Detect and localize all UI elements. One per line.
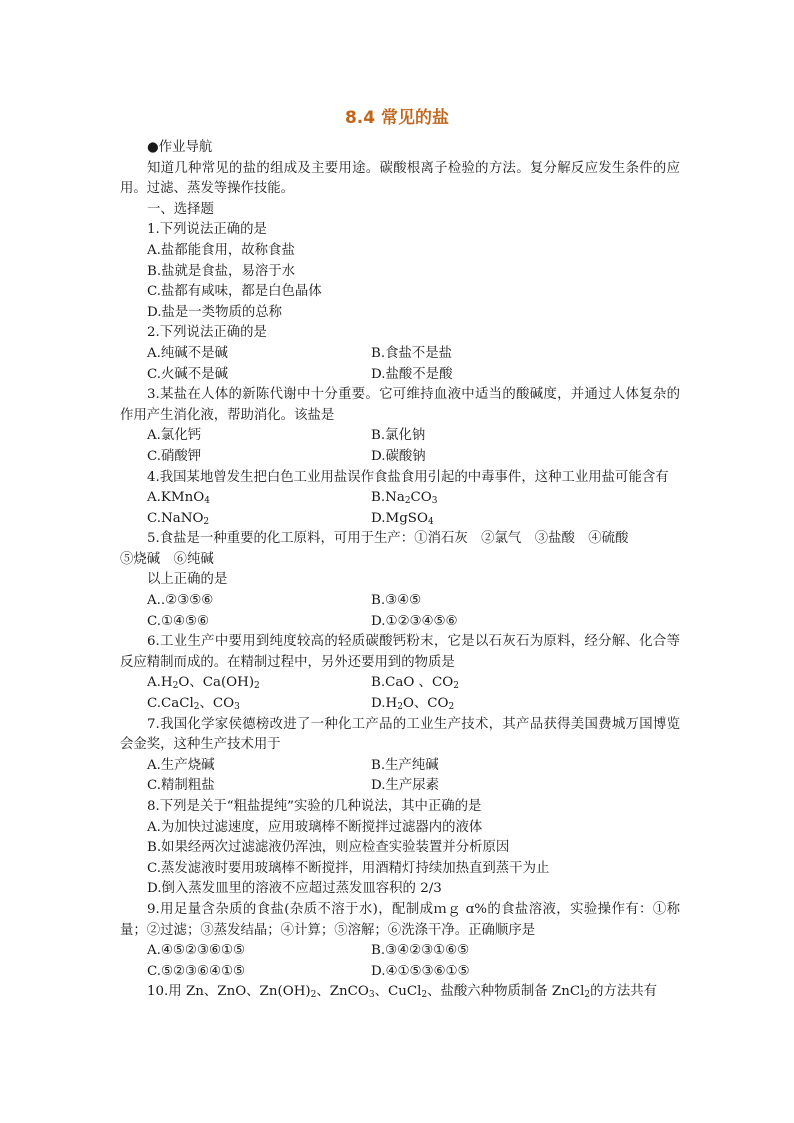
q2-option-a: A.纯碱不是碱: [147, 345, 228, 361]
intro-paragraph: 知道几种常见的盐的组成及主要用途。碳酸根离子检验的方法。复分解反应发生条件的应用。过滤、蒸发等操作技能。: [120, 160, 680, 197]
q8-option-c: C.蒸发滤液时要用玻璃棒不断搅拌，用酒精灯持续加热直到蒸干为止: [147, 860, 550, 876]
q5-options-row-2: [120, 612, 680, 633]
question-1-stem: 1.下列说法正确的是: [147, 222, 267, 238]
q9-option-c: C.⑤②③⑥④①⑤: [147, 963, 246, 979]
q4-options-row-2: [120, 509, 680, 530]
q5-option-d: D.①②③④⑤⑥: [371, 613, 458, 629]
q2-options-row-2: [120, 365, 680, 386]
question-8-stem: 8.下列是关于“粗盐提纯”实验的几种说法，其中正确的是: [147, 799, 482, 814]
q9-option-a: A.④⑤②③⑥①⑤: [147, 943, 245, 959]
q5-option-a: A..②③⑤⑥: [147, 593, 214, 609]
q8-option-d: D.倒入蒸发皿里的溶液不应超过蒸发皿容积的 2/3: [147, 881, 442, 897]
q9-option-d: D.④①⑤③⑥①⑤: [371, 963, 470, 979]
q4-option-a: A.KMnO$_4$: [147, 490, 210, 507]
q2-option-b: B.食盐不是盐: [371, 345, 453, 361]
q7-options-row-1: [120, 756, 680, 777]
q9-options-row-1: [120, 941, 680, 962]
q6-option-b: B.CaO 、$CO_2$: [371, 675, 459, 692]
q5-option-b: B.③④⑤: [371, 593, 422, 609]
q7-options-row-2: [120, 776, 680, 797]
q4-option-b: $B.Na_2CO_3$: [371, 490, 438, 507]
q3-option-c: C.硝酸钾: [147, 448, 202, 464]
question-2-stem: 2.下列说法正确的是: [147, 325, 267, 341]
q7-option-b: B.生产纯碱: [371, 757, 439, 773]
q7-option-c: C.精制粗盐: [147, 778, 215, 794]
q2-options-row-1: [120, 344, 680, 365]
q6-options-row-1: [120, 673, 680, 694]
q7-option-d: D.生产尿素: [371, 778, 440, 794]
q3-options-row-1: [120, 426, 680, 447]
q6-option-d: $D.H_2O$、$CO_2$: [371, 696, 455, 713]
q1-option-d: D.盐是一类物质的总称: [147, 304, 283, 320]
question-6-stem: 6.工业生产中要用到纯度较高的轻质碳酸钙粉末，它是以石灰石为原料，经分解、化合等反应精制而成的。在精制过程中，另外还要用到的物质是: [120, 634, 680, 670]
q3-option-d: D.碳酸钠: [371, 448, 426, 464]
q9-option-b: B.③④②③①⑥⑤: [371, 943, 470, 959]
q3-option-b: B.氯化钠: [371, 428, 426, 444]
question-4-stem: 4.我国某地曾发生把白色工业用盐误作食盐食用引起的中毒事件，这种工业用盐可能含有: [147, 469, 669, 485]
q3-options-row-2: [120, 447, 680, 468]
q4-option-c: C.NaNO$_2$: [147, 510, 210, 527]
q8-option-a: A.为加快过滤速度，应用玻璃棒不断搅拌过滤器内的液体: [147, 819, 483, 835]
q8-option-b: B.如果经两次过滤滤液仍浑浊，则应检查实验装置并分析原因: [147, 840, 510, 856]
question-5-stem: 5.食盐是一种重要的化工原料，可用于生产：①消石灰 ②氯气 ③盐酸 ④硫酸: [147, 531, 629, 547]
q7-option-a: A.生产烧碱: [147, 757, 215, 773]
q1-option-a: A.盐都能食用，故称食盐: [147, 242, 295, 258]
q1-option-b: B.盐就是食盐，易溶于水: [147, 263, 296, 279]
question-10-stem: 10.用 Zn、ZnO、$Zn(OH)_2$、ZnCO$_3$、CuCl$_2$、盐酸六种物质制备 ZnCl$_2$的方法共有: [147, 984, 658, 1001]
question-5-prompt: 以上正确的是: [147, 572, 228, 588]
q9-options-row-2: [120, 962, 680, 983]
q1-option-c: C.盐都有咸味，都是白色晶体: [147, 284, 322, 300]
q5-option-c: C.①④⑤⑥: [147, 613, 210, 629]
question-9-stem: 9.用足量含杂质的食盐(杂质不溶于水)，配制成ｍｇ ɑ%的食盐溶液，实验操作有：①称量；②过滤；③蒸发结晶；④计算；⑤溶解；⑥洗涤干净。正确顺序是: [120, 901, 680, 938]
q5-options-row-1: [120, 591, 680, 612]
q6-option-a: $A.H_2O$、$Ca(OH)_2$: [147, 675, 260, 692]
q4-options-row-1: [120, 488, 680, 509]
q6-option-c: C.CaCl$_2$、$CO_3$: [147, 696, 240, 713]
page-title: 8.4 常见的盐: [344, 108, 450, 128]
q2-option-c: C.火碱不是碱: [147, 366, 228, 382]
q6-options-row-2: [120, 694, 680, 715]
document-body: [120, 138, 680, 1003]
q4-option-d: D.MgSO$_4$: [371, 510, 434, 527]
section-heading: 一、选择题: [147, 201, 214, 217]
question-7-stem: 7.我国化学家侯德榜改进了一种化工产品的工业生产技术，其产品获得美国费城万国博览会金奖，这种生产技术用于: [120, 716, 680, 753]
nav-heading: ●作业导航: [147, 140, 213, 155]
q2-option-d: D.盐酸不是酸: [371, 366, 453, 382]
question-3-stem: 3.某盐在人体的新陈代谢中十分重要。它可维持血液中适当的酸碱度，并通过人体复杂的作用产生消化液，帮助消化。该盐是: [120, 387, 680, 423]
q3-option-a: A.氯化钙: [147, 428, 202, 444]
question-5-stem-cont: ⑤烧碱 ⑥纯碱: [120, 551, 214, 567]
